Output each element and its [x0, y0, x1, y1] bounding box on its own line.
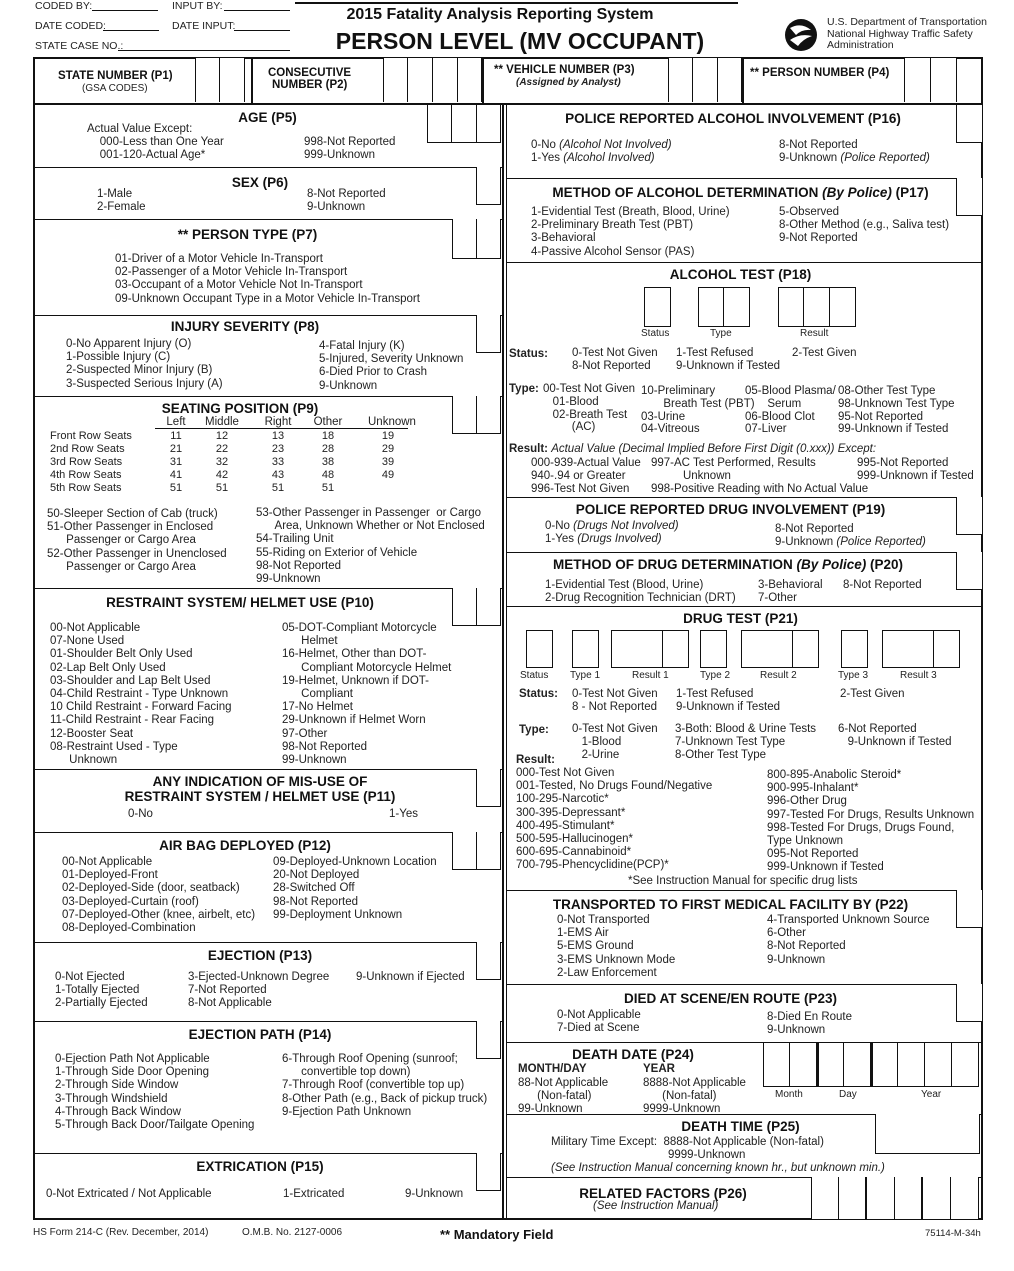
agency-line-1: U.S. Department of Transportation [827, 16, 987, 28]
consecutive-label-2: NUMBER (P2) [272, 79, 348, 91]
drug-method-box[interactable] [956, 552, 982, 590]
seating-row-label: Front Row Seats [50, 430, 132, 442]
drug-result-opts-1: 000-Test Not Given 001-Tested, No Drugs Found/Negative 100-295-Narcotic* 300-395-Depressant* 400-495-Stimulant* 500-595-Hallucinogen* 600-695-Cannabinoid* 700-795-Phencyclidine(PCP)* [516, 767, 713, 872]
death-time-options: Military Time Except: 8888-Not Applicable (Non-fatal) [551, 1136, 824, 1148]
seating-cell: 28 [321, 443, 335, 455]
drug-opt-0-code: 0-No [545, 520, 570, 532]
state-number-box-1[interactable] [195, 58, 220, 102]
restraint-box-1[interactable] [452, 588, 477, 626]
ejpath-sep [35, 1153, 502, 1154]
death-date-divider [817, 1043, 819, 1087]
drug-title: POLICE REPORTED DRUG INVOLVEMENT (P19) [575, 502, 886, 517]
drug-test-box-label: Result 2 [760, 670, 797, 681]
alcohol-status-opts-1: 0-Test Not Given 8-Not Reported [572, 347, 658, 373]
restraint-box-2[interactable] [477, 588, 501, 626]
alcohol-type-heading: Type: [509, 383, 539, 395]
seating-cell: 41 [169, 469, 183, 481]
sex-box[interactable] [476, 167, 501, 205]
person-number-label: ** PERSON NUMBER (P4) [750, 67, 890, 79]
transport-options-right: 4-Transported Unknown Source 6-Other 8-Not Reported 9-Unknown [767, 914, 930, 966]
seating-title: SEATING POSITION (P9) [161, 401, 319, 416]
drug-test-box[interactable] [572, 630, 599, 668]
died-box[interactable] [956, 984, 982, 1022]
restraint-sep [35, 769, 502, 770]
age-box-2[interactable] [452, 105, 477, 143]
alcohol-opt-9-code: 9-Unknown [779, 152, 838, 164]
drug-opt-0 [545, 520, 679, 533]
alcohol-result-opts-1: 000-939-Actual Value 940-.94 or Greater 996-Test Not Given [531, 457, 641, 496]
drug-sep [506, 552, 983, 553]
footer-code: 75114-M-34h [925, 1228, 981, 1239]
restraint-options-right: 05-DOT-Compliant Motorcycle Helmet 16-Helmet, Other than DOT- Compliant Motorcycle Helmet 19-Helmet, Unknown if DOT- Compliant 17-No Helmet 29-Unknown if Helmet Worn 97-Other 98-Not Reported 99-Unknown [282, 622, 452, 767]
ejection-box[interactable] [476, 942, 501, 980]
sex-title: SEX (P6) [231, 175, 289, 190]
died-options-right: 8-Died En Route 9-Unknown [767, 1011, 853, 1037]
drug-method-title-code: (P20) [870, 557, 904, 572]
drug-method-title-text: METHOD OF DRUG DETERMINATION [552, 557, 793, 572]
seating-cell: 39 [381, 456, 395, 468]
death-date-yr-opts: 8888-Not Applicable (Non-fatal) 9999-Unknown [643, 1077, 746, 1116]
death-time-title: DEATH TIME (P25) [681, 1119, 800, 1134]
seating-cell: 18 [321, 430, 335, 442]
drug-type-opts-2: 3-Both: Blood & Urine Tests 7-Unknown Test Type 8-Other Test Type [675, 723, 817, 762]
injury-box[interactable] [476, 315, 501, 353]
column-divider [502, 103, 504, 1220]
death-date-title: DEATH DATE (P24) [572, 1047, 694, 1062]
seating-cell: 23 [271, 443, 285, 455]
seating-cell: 51 [215, 482, 229, 494]
alcohol-opt-0-code: 0-No [531, 139, 556, 151]
drug-status-heading: Status: [519, 688, 558, 700]
death-date-box[interactable] [925, 1043, 952, 1087]
alcohol-opt-9 [779, 152, 930, 165]
seating-header-underline [155, 428, 408, 429]
age-options-left: Actual Value Except: 000-Less than One Year 001-120-Actual Age* [87, 123, 224, 162]
drug-type-opts-1: 0-Test Not Given 1-Blood 2-Urine [572, 723, 658, 762]
alcohol-opt-9-desc: (Police Reported) [840, 152, 930, 164]
age-box-3[interactable] [477, 105, 501, 143]
drug-result-heading: Result: [516, 754, 555, 766]
drug-test-box[interactable] [526, 630, 553, 668]
agency-line-3: Administration [827, 39, 894, 51]
alcohol-status-heading: Status: [509, 348, 548, 360]
airbag-title: AIR BAG DEPLOYED (P12) [159, 838, 331, 853]
death-date-box[interactable] [952, 1043, 979, 1087]
alcohol-status-opts-2: 1-Test Refused 9-Unknown if Tested [676, 347, 780, 373]
related-factors-box[interactable] [895, 1177, 923, 1219]
transport-title: TRANSPORTED TO FIRST MEDICAL FACILITY BY (P22) [552, 897, 909, 912]
drug-status-opts-3: 2-Test Given [840, 688, 905, 700]
footer-omb: O.M.B. No. 2127-0006 [242, 1227, 343, 1238]
death-date-divider [871, 1043, 873, 1087]
alcohol-type-opts-4: 08-Other Test Type 98-Unknown Test Type 95-Not Reported 99-Unknown if Tested [838, 385, 955, 436]
drug-test-box-label: Type 2 [700, 670, 731, 681]
seating-sep [35, 588, 502, 589]
date-coded-label: DATE CODED: [35, 20, 106, 32]
seating-cell: 51 [321, 482, 335, 494]
dot-logo-icon [784, 18, 818, 57]
alcohol-test-status-box[interactable] [644, 287, 671, 327]
death-date-box[interactable] [871, 1043, 898, 1087]
restraint-options-left: 00-Not Applicable 07-None Used 01-Shoulder Belt Only Used 02-Lap Belt Only Used 03-Shoulder and Lap Belt Used 04-Child Restraint - Type Unknown 10 Child Restraint - Forward Facing 11-Child Restraint - Rear Facing 12-Booster Seat 08-Restraint Used - Type Unknown [50, 622, 232, 767]
alcohol-test-status-label: Status [641, 328, 670, 339]
alcohol-type-opts-3: 05-Blood Plasma/ Serum 06-Blood Clot 07-Liver [745, 385, 836, 436]
alcohol-type-opts-2: 10-Preliminary Breath Test (PBT) 03-Urine 04-Vitreous [641, 385, 755, 436]
ejection-path-title: EJECTION PATH (P14) [188, 1027, 332, 1042]
alcohol-test-title: ALCOHOL TEST (P18) [669, 267, 812, 282]
drug-opt-1-desc: (Drugs Involved) [577, 533, 662, 545]
ejection-sep [35, 1021, 502, 1022]
death-date-year-label: Year [921, 1089, 942, 1100]
person-type-box-1[interactable] [452, 219, 477, 259]
drug-opt-9-desc: (Police Reported) [836, 536, 926, 548]
drug-test-box[interactable] [882, 630, 909, 668]
sex-options-left: 1-Male 2-Female [97, 188, 146, 214]
misuse-box[interactable] [476, 769, 501, 807]
seating-row-label: 5th Row Seats [50, 482, 122, 494]
death-date-yr-heading: YEAR [643, 1063, 675, 1075]
age-sep [35, 167, 502, 168]
ejection-path-left: 0-Ejection Path Not Applicable 1-Through Side Door Opening 2-Through Side Window 3-Through Windshield 4-Through Back Window 5-Through Back Door/Tailgate Opening [55, 1053, 255, 1132]
airbag-box-1[interactable] [452, 832, 477, 870]
form-title: 2015 Fatality Analysis Reporting System [346, 6, 654, 23]
state-number-label: STATE NUMBER (P1) [58, 70, 173, 82]
seating-cell: 33 [271, 456, 285, 468]
death-date-md-heading: MONTH/DAY [518, 1063, 587, 1075]
alcohol-result-heading-label: Result: [509, 443, 548, 455]
coded-by-label: CODED BY: [35, 0, 93, 12]
form-subtitle: PERSON LEVEL (MV OCCUPANT) [335, 28, 705, 54]
drug-method-title-italic: (By Police) [796, 557, 867, 572]
alcohol-result-heading [509, 443, 876, 456]
input-by-label: INPUT BY: [172, 0, 223, 12]
vehicle-number-label: ** VEHICLE NUMBER (P3) [494, 64, 635, 76]
seating-row-label: 3rd Row Seats [50, 456, 123, 468]
consecutive-box-1[interactable] [383, 58, 408, 102]
seating-cell: 12 [215, 430, 229, 442]
alcohol-opt-1-code: 1-Yes [531, 152, 560, 164]
alcohol-method-box[interactable] [956, 178, 982, 216]
vehicle-number-sub: (Assigned by Analyst) [516, 77, 621, 88]
death-date-box[interactable] [790, 1043, 817, 1087]
drug-test-box[interactable] [637, 630, 663, 668]
death-date-box[interactable] [844, 1043, 871, 1087]
seating-box-1[interactable] [452, 396, 477, 434]
date-coded-line[interactable] [103, 30, 159, 31]
alcohol-test-type-box-2[interactable] [724, 287, 750, 327]
alcohol-status-opts-3: 2-Test Given [792, 347, 857, 359]
extrication-box[interactable] [476, 1153, 501, 1191]
column-divider-2 [506, 103, 507, 1220]
drug-status-opts-1: 0-Test Not Given 8 - Not Reported [572, 688, 658, 714]
vehicle-box-2[interactable] [693, 58, 718, 102]
age-box-1[interactable] [427, 105, 452, 143]
misuse-no: 0-No [128, 808, 153, 820]
death-time-box[interactable] [875, 1114, 902, 1154]
drugmethod-sep [506, 606, 983, 607]
related-factors-box[interactable] [923, 1177, 951, 1219]
death-date-box[interactable] [763, 1043, 790, 1087]
seating-cell: 48 [321, 469, 335, 481]
drug-test-box[interactable] [841, 630, 868, 668]
seating-cell: 21 [169, 443, 183, 455]
drug-test-box-label: Type 3 [838, 670, 869, 681]
date-input-line[interactable] [234, 30, 290, 31]
seating-cell: 42 [215, 469, 229, 481]
seating-cell: 43 [271, 469, 285, 481]
seating-cell: 51 [169, 482, 183, 494]
person-box-1[interactable] [904, 58, 931, 102]
drug-test-box[interactable] [611, 630, 638, 668]
ejection-options-c: 9-Unknown if Ejected [356, 971, 465, 983]
seating-col-header: Middle [205, 416, 239, 428]
drug-method-mid: 3-Behavioral 7-Other [758, 579, 823, 605]
seating-cell: 32 [215, 456, 229, 468]
sex-options-right: 8-Not Reported 9-Unknown [307, 188, 386, 214]
alctest-sep [506, 497, 983, 498]
seating-cell: 51 [271, 482, 285, 494]
drug-test-box-label: Result 1 [632, 670, 669, 681]
alcohol-method-title-code: (P17) [895, 185, 929, 200]
alcohol-opt-1 [531, 152, 655, 165]
airbag-box-2[interactable] [477, 832, 501, 870]
drug-type-heading: Type: [519, 724, 549, 736]
death-time-options-2: 9999-Unknown [668, 1149, 746, 1161]
drug-test-box-label: Type 1 [570, 670, 601, 681]
seating-options-right: 53-Other Passenger in Passenger or Cargo Area, Unknown Whether or Not Enclosed 54-Trailing Unit 55-Riding on Exterior of Vehicle 98-Not Reported 99-Unknown [256, 507, 485, 586]
consecutive-label: CONSECUTIVE [268, 67, 352, 79]
misuse-sep [35, 832, 502, 833]
drug-opt-9 [775, 536, 926, 549]
alcohol-opt-1-desc: (Alcohol Involved) [563, 152, 655, 164]
alcohol-test-result-box-3[interactable] [830, 287, 856, 327]
consecutive-box-4[interactable] [458, 58, 482, 102]
alcohol-sep [506, 178, 983, 179]
death-time-box[interactable] [927, 1114, 954, 1154]
ejection-path-box[interactable] [476, 1021, 501, 1059]
drug-opt-9-code: 9-Unknown [775, 536, 834, 548]
related-factors-divider [865, 1177, 867, 1219]
sex-sep [35, 219, 502, 220]
related-factors-divider [921, 1177, 923, 1219]
seating-cell: 38 [321, 456, 335, 468]
drug-method-title [508, 557, 948, 572]
seating-options-left: 50-Sleeper Section of Cab (truck) 51-Other Passenger in Enclosed Passenger or Cargo Area 52-Other Passenger in Unenclosed Passenger or Cargo Area [47, 508, 227, 573]
alcohol-test-result-box-2[interactable] [804, 287, 830, 327]
transport-sep [506, 984, 983, 985]
ejection-path-right: 6-Through Roof Opening (sunroof; convertible top down) 7-Through Roof (convertible top up) 8-Other Path (e.g., Back of pickup truck) 9-Ejection Path Unknown [282, 1053, 488, 1118]
extrication-option-b: 1-Extricated [283, 1188, 345, 1200]
alcohol-type-opts-1: 00-Test Not Given 01-Blood 02-Breath Test (AC) [543, 383, 636, 434]
drug-test-box[interactable] [741, 630, 768, 668]
drug-test-box[interactable] [700, 630, 727, 668]
related-factors-box[interactable] [839, 1177, 867, 1219]
agency-line-2: National Highway Traffic Safety [827, 27, 973, 40]
seating-col-header: Left [166, 416, 186, 428]
drug-test-title: DRUG TEST (P21) [683, 611, 798, 626]
input-by-line[interactable] [224, 10, 290, 11]
alcohol-opt-0-desc: (Alcohol Not Involved) [559, 139, 672, 151]
alcohol-method-title-text: METHOD OF ALCOHOL DETERMINATION [552, 185, 819, 200]
death-time-note: (See Instruction Manual concerning known hr., but unknown min.) [551, 1162, 885, 1174]
death-time-box[interactable] [901, 1114, 928, 1154]
state-number-box-2[interactable] [220, 58, 245, 102]
seating-cell: 22 [215, 443, 229, 455]
alcohol-test-result-label: Result [800, 328, 829, 339]
alcohol-opt-0 [531, 139, 672, 152]
alcohol-test-type-box-1[interactable] [698, 287, 724, 327]
alcohol-result-opts-3: 995-Not Reported 999-Unknown if Tested [857, 457, 974, 483]
drug-opt-1 [545, 533, 662, 546]
injury-sep [35, 396, 502, 397]
seating-col-header: Unknown [368, 416, 416, 428]
airbag-options-right: 09-Deployed-Unknown Location 20-Not Deployed 28-Switched Off 98-Not Reported 99-Deployment Unknown [273, 856, 437, 921]
drug-test-box[interactable] [934, 630, 960, 668]
misuse-title-2: RESTRAINT SYSTEM / HELMET USE (P11) [124, 789, 396, 804]
top-sep-1 [251, 57, 253, 103]
misuse-yes: 1-Yes [389, 808, 418, 820]
header-rule [295, 2, 738, 4]
drug-method-right: 8-Not Reported [843, 579, 922, 591]
consecutive-box-3[interactable] [433, 58, 458, 102]
state-case-label: STATE CASE NO.: [35, 40, 124, 52]
ptype-sep [35, 315, 502, 316]
age-options-right: 998-Not Reported 999-Unknown [304, 136, 396, 162]
alcohol-title: POLICE REPORTED ALCOHOL INVOLVEMENT (P16) [565, 111, 901, 126]
drug-status-opts-2: 1-Test Refused 9-Unknown if Tested [676, 688, 780, 714]
vehicle-box-3[interactable] [718, 58, 742, 102]
drug-type-opts-3: 6-Not Reported 9-Unknown if Tested [838, 723, 952, 749]
ejection-options-a: 0-Not Ejected 1-Totally Ejected 2-Partially Ejected [55, 971, 148, 1010]
ejection-options-b: 3-Ejected-Unknown Degree 7-Not Reported 8-Not Applicable [188, 971, 330, 1010]
transport-box[interactable] [956, 890, 982, 928]
drug-test-box-label: Status [520, 670, 549, 681]
state-case-line[interactable] [118, 50, 290, 51]
drug-test-box[interactable] [793, 630, 819, 668]
death-date-box[interactable] [817, 1043, 844, 1087]
alcohol-opt-8: 8-Not Reported [779, 139, 858, 151]
alcohol-result-opts-2: 997-AC Test Performed, Results Unknown 998-Positive Reading with No Actual Value [651, 457, 869, 496]
alcohol-method-left: 1-Evidential Test (Breath, Blood, Urine) 2-Preliminary Breath Test (PBT) 3-Behavioral 4-Passive Alcohol Sensor (PAS) [531, 206, 730, 258]
died-title: DIED AT SCENE/EN ROUTE (P23) [623, 991, 838, 1006]
drug-opt-0-desc: (Drugs Not Involved) [573, 520, 679, 532]
person-type-options: 01-Driver of a Motor Vehicle In-Transport 02-Passenger of a Motor Vehicle In-Transport 03-Occupant of a Motor Vehicle Not In-Transport 09-Unknown Occupant Type in a Motor Vehicle In-Transport [115, 253, 420, 305]
injury-options-left: 0-No Apparent Injury (O) 1-Possible Injury (C) 2-Suspected Minor Injury (B) 3-Suspected Serious Injury (A) [66, 338, 223, 390]
date-input-label: DATE INPUT: [172, 20, 236, 32]
footer-mandatory: ** Mandatory Field [440, 1227, 554, 1242]
injury-options-right: 4-Fatal Injury (K) 5-Injured, Severity Unknown 6-Died Prior to Crash 9-Unknown [319, 340, 464, 392]
seating-cell: 31 [169, 456, 183, 468]
seating-cell: 11 [170, 430, 182, 442]
drug-opt-1-code: 1-Yes [545, 533, 574, 545]
death-date-month-label: Month [775, 1089, 803, 1100]
alcohol-test-result-box-1[interactable] [778, 287, 804, 327]
drug-opt-8: 8-Not Reported [775, 523, 854, 535]
alcmethod-sep [506, 262, 983, 263]
alcohol-box[interactable] [956, 105, 982, 143]
transport-options-left: 0-Not Transported 1-EMS Air 5-EMS Ground 3-EMS Unknown Mode 2-Law Enforcement [557, 914, 676, 979]
related-factors-sub: (See Instruction Manual) [593, 1200, 719, 1212]
death-date-day-label: Day [839, 1089, 857, 1100]
related-factors-box[interactable] [867, 1177, 895, 1219]
seating-box-2[interactable] [477, 396, 501, 434]
seating-cell: 49 [381, 469, 395, 481]
seating-row-label: 4th Row Seats [50, 469, 122, 481]
drug-result-opts-2: 800-895-Anabolic Steroid* 900-995-Inhalant* 996-Other Drug 997-Tested For Drugs, Results Unknown 998-Tested For Drugs, Drugs Found, Type Unknown 095-Not Reported 999-Unknown if Tested [767, 769, 975, 874]
extrication-option-c: 9-Unknown [405, 1188, 464, 1200]
alcohol-method-right: 5-Observed 8-Other Method (e.g., Saliva test) 9-Not Reported [779, 206, 950, 245]
person-box-2[interactable] [931, 58, 957, 102]
seating-cell: 19 [381, 430, 395, 442]
related-factors-box[interactable] [951, 1177, 979, 1219]
drug-test-box[interactable] [908, 630, 934, 668]
related-factors-title: RELATED FACTORS (P26) [579, 1186, 747, 1201]
seating-row-label: 2nd Row Seats [50, 443, 125, 455]
drug-method-left: 1-Evidential Test (Blood, Urine) 2-Drug Recognition Technician (DRT) [545, 579, 736, 605]
airbag-options-left: 00-Not Applicable 01-Deployed-Front 02-Deployed-Side (door, seatback) 03-Deployed-Curtain (roof) 07-Deployed-Other (knee, airbelt, etc) 08-Deployed-Combination [62, 856, 256, 935]
restraint-title: RESTRAINT SYSTEM/ HELMET USE (P10) [106, 595, 374, 610]
alcohol-method-title-italic: (By Police) [822, 185, 892, 200]
age-title: AGE (P5) [238, 110, 297, 125]
drug-test-note: *See Instruction Manual for specific drug lists [628, 875, 858, 887]
alcohol-test-type-label: Type [710, 328, 732, 339]
injury-title: INJURY SEVERITY (P8) [170, 319, 320, 334]
seating-col-header: Other [313, 416, 343, 428]
seating-col-header: Right [264, 416, 292, 428]
related-factors-box[interactable] [811, 1177, 839, 1219]
died-options-left: 0-Not Applicable 7-Died at Scene [557, 1009, 641, 1035]
extrication-option-a: 0-Not Extricated / Not Applicable [46, 1188, 212, 1200]
coded-by-line[interactable] [92, 10, 158, 11]
misuse-title-1: ANY INDICATION OF MIS-USE OF [152, 774, 368, 789]
drug-box[interactable] [956, 497, 982, 535]
top-row-divider [33, 103, 983, 105]
top-sep-3 [742, 57, 744, 103]
airbag-sep [35, 942, 502, 943]
drugtest-sep [506, 890, 983, 891]
death-date-md-opts: 88-Not Applicable (Non-fatal) 99-Unknown [518, 1077, 609, 1116]
drug-test-box-label: Result 3 [900, 670, 937, 681]
drug-test-box[interactable] [767, 630, 793, 668]
top-sep-2 [482, 57, 484, 103]
seating-cell: 13 [271, 430, 285, 442]
drug-test-box[interactable] [663, 630, 689, 668]
alcohol-method-title [508, 185, 973, 200]
state-number-sub: (GSA CODES) [82, 83, 148, 94]
death-date-box[interactable] [898, 1043, 925, 1087]
ejection-title: EJECTION (P13) [207, 948, 313, 963]
person-type-box-2[interactable] [477, 219, 501, 259]
footer-form-number: HS Form 214-C (Rev. December, 2014) [33, 1227, 209, 1238]
vehicle-box-1[interactable] [668, 58, 693, 102]
death-time-box[interactable] [953, 1114, 980, 1154]
person-type-title: ** PERSON TYPE (P7) [177, 227, 318, 242]
extrication-title: EXTRICATION (P15) [196, 1159, 324, 1174]
seating-cell: 29 [381, 443, 395, 455]
consecutive-box-2[interactable] [408, 58, 433, 102]
alcohol-result-heading-desc: Actual Value (Decimal Implied Before First Digit (0.xxx)) Except: [551, 443, 877, 455]
